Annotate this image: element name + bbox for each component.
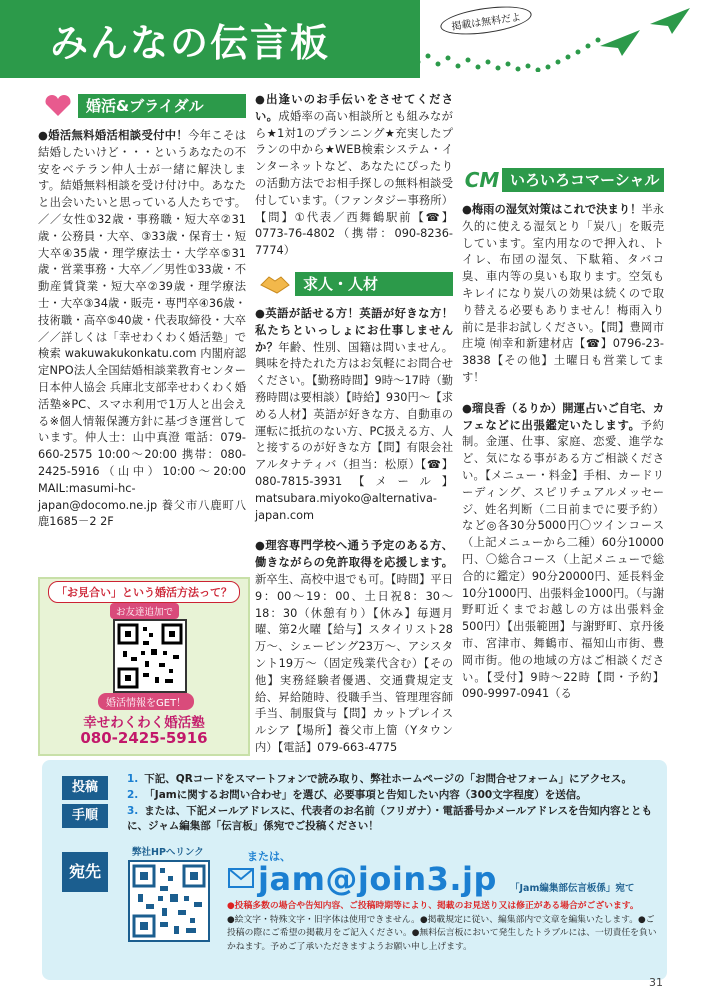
qr-link-label: 弊社HPへリンク (132, 847, 204, 858)
spacer (462, 92, 664, 166)
notice-warning: ●投稿多数の場合や告知内容、ご投稿時期等により、掲載のお見送り又は修正がある場合がございます。 (227, 901, 639, 911)
ad-title: 「お見合い」という婚活方法って？ (48, 581, 240, 603)
email-recipient-note: 「Jam編集部伝言板係」宛て (510, 883, 635, 894)
free-listing-note: 掲載は無料だよ (439, 2, 534, 40)
entry-body: 新卒生、高校中退でも可。【時間】平日9：00～19：00、土日祝8：30～18：30（休憩有り）【休み】毎週月曜、第2火曜【給与】スタイリスト28万～、シェービング23万～、アシスタント19万～（固定残業代含む）【その他】実務経験者優遇、交通費規定支給、昇給随時、役職手当、管理理容師手当、制服貸与【問】カットプレイス ルシア【場所】養父市上箇（Yタウン内）【電話】079-663-4775 (255, 572, 453, 754)
entry-lead: ●英語が話せる方！英語が好きな方！私たちといっしょにお仕事しませんか？ (255, 306, 453, 354)
section-bridal-title: 婚活&ブライダル (78, 94, 246, 118)
paper-plane-icon (600, 30, 640, 56)
ad-subtitle: お友達追加で (110, 603, 179, 619)
address-tag-label: 宛先 (62, 852, 108, 892)
page-header (0, 0, 705, 78)
page-number: 31 (649, 976, 663, 989)
paper-plane-icon (650, 8, 690, 34)
step-text: 下記、QRコードをスマートフォンで読み取り、弊社ホームページの「お問合せフォーム」にアクセス。 (144, 773, 633, 785)
entry-body: 年齢、性別、国籍は問いません。興味を持たれた方はお気軽にお問合せください。【勤務時間】9時～17時（勤務時間は要相談）【時給】930円～【求める人材】英語が好きな方、自動車の運転に抵抗のない方、PC扱える方、人と接するのが好きな方【問】有限会社アルタナティバ（担当：松原）【☎】080-7815-3931【メール】matsubara.miyoko@alternativa-japan.com (255, 340, 453, 522)
konkatsu-advertisement (38, 577, 250, 756)
cm-logo-text: CM (464, 167, 500, 192)
step-item (127, 772, 667, 788)
step-text: 「Jamに関するお問い合わせ」を選び、必要事項と告知したい内容（300文字程度）を送信。 (144, 788, 587, 801)
ad-business-name: 幸せわくわく婚活塾 (83, 715, 205, 731)
submission-notes (227, 900, 657, 954)
step-number: 1. (127, 773, 139, 785)
step-number: 3. (127, 804, 139, 817)
page-title: みんなの伝言板 (50, 21, 331, 65)
heart-icon (38, 93, 78, 119)
step-item (127, 804, 667, 836)
ad-tagline: 婚活情報をGET！ (98, 693, 194, 710)
section-cm-title: いろいろコマーシャル (502, 168, 664, 192)
section-jobs-header (255, 270, 453, 298)
email-address-link[interactable]: jam@join3.jp (258, 860, 497, 898)
list-item (462, 401, 664, 703)
entry-lead: ●梅雨の湿気対策はこれで決まり！ (462, 203, 642, 216)
mail-icon (228, 868, 254, 888)
entry-body: 半永久的に使える湿気とり「炭八」を販売しています。室内用なので押入れ、トイレ、布団の湿気、下駄箱、タバコ臭、車内等の臭いも取ります。空気もキレイになり炭八の効果は続くので取り替える必要もありません！梅雨入り前に是非お試しください。【問】豊岡市庄境 ㈲幸和新建材店【☎】0796-23-3838【その他】土曜日も営業してます！ (462, 203, 664, 384)
step-text: または、下記メールアドレスに、代表者のお名前（フリガナ）・電話番号かメールアドレスを告知内容とともに、ジャム編集部「伝言板」係宛でご投稿ください！ (127, 804, 652, 833)
cm-logo (462, 167, 502, 193)
entry-lead: ●瑠良香（るりか）開運占いご自宅、カフェなどに出張鑑定いたします。 (462, 401, 664, 432)
column-middle (255, 92, 453, 767)
list-item (462, 202, 664, 387)
section-bridal-header (38, 92, 246, 120)
entry-lead: ●出逢いのお手伝いをさせてください。 (255, 93, 453, 123)
notice-text: ●絵文字・特殊文字・旧字体は使用できません。●掲載規定に従い、編集部内で文章を編集いたします。●ご投稿の際にご希望の掲載月をご記入ください。●無料伝言板において発生したトラブルには、一切責任を負いかねます。予めご了承いただきますようお願い申し上げます。 (227, 914, 657, 952)
section-cm-header (462, 166, 664, 194)
step-item (127, 788, 667, 804)
handshake-icon (255, 271, 295, 297)
entry-lead: ●婚活無料婚活相談受付中！ (38, 129, 189, 142)
section-jobs-title: 求人・人材 (295, 272, 453, 296)
list-item (255, 92, 453, 260)
entry-body: 今年こそは結婚したいけど・・・というあなたの不安をベテラン仲人士が一緒に解決します。結婚無料相談を受け付け中。あなたと出会いたいと思っている人たちです。／／女性①32歳・事務職・短大卒②31歳・公務員・大卒、③33歳・保育士・短大卒④35歳・理学療法士・大学卒⑤31歳・営業事務・大卒／／男性①33歳・不動産賃貸業・短大卒②39歳・理学療法士・大卒③34歳・販売・専門卒④36歳・技術職・高卒⑤40歳・代表取締役・大卒／／詳しくは「幸せわくわく婚活塾」で検索 wakuwakukonkatu.com 内閣府認定NPO法人全国結婚相談業教育センター日本仲人協会 兵庫北支部幸せわくわく婚活塾※PC、スマホ利用で1万人と出会える※個人情報保護方針に基づき運営しています。仲人士：山中真澄 電話：079-660-2575 10:00～20:00 携帯：080-2425-5916（山中）10:00～20:00 MAIL:masumi-hc-japan@docomo.ne.jp 養父市八鹿町八鹿1685－2 2F (38, 129, 246, 529)
submit-tag-label: 投稿 (62, 776, 108, 800)
list-item (255, 538, 453, 756)
entry-body: 成婚率の高い相談所とも組みながら★1対1のプランニング★充実したプランの中から★WEB検索システム・インターネットなど、あなたにぴったりの活動方法でお相手探しの無料相談受付しています。（ファンタジー事務所）【問】①代表／西舞鶴駅前【☎】0773-76-4802（携帯：090-8236-7774） (255, 109, 453, 258)
entry-lead: ●理容専門学校へ通う予定のある方、働きながらの免許取得を応援します。 (255, 539, 453, 570)
step-number: 2. (127, 788, 139, 801)
list-item (255, 306, 453, 524)
qr-code-icon[interactable] (128, 860, 210, 942)
ad-phone: 080-2425-5916 (80, 729, 208, 747)
or-label: または、 (247, 850, 291, 863)
submission-panel (42, 760, 667, 980)
qr-code-icon[interactable] (113, 619, 187, 693)
column-left (38, 92, 246, 541)
submission-steps (127, 772, 667, 835)
column-right (462, 92, 664, 713)
list-item (38, 128, 246, 531)
header-banner (0, 0, 420, 78)
entry-body: 予約制。金運、仕事、家庭、恋愛、進学など、気になる事がある方ご相談ください。【メニュー・料金】手相、カードリーディング、スピリチュアルメッセージ、姓名判断（二日前までに要予約）など◎各30分5000円〇ツインコース（上記メニューから二種）60分10000円、〇総合コース（上記メニューで総合的に鑑定）90分20000円、延長料金10分1000円、出張料金1000円。（与謝野町近くまでお越しの方は出張料金500円）【出張範囲】与謝野町、京丹後市、宮津市、舞鶴市、福知山市街、豊岡市街。他の地域の方はご相談ください。【受付】9時～22時【問・予約】090-9997-0941（る (462, 418, 664, 701)
procedure-tag-label: 手順 (62, 804, 108, 828)
